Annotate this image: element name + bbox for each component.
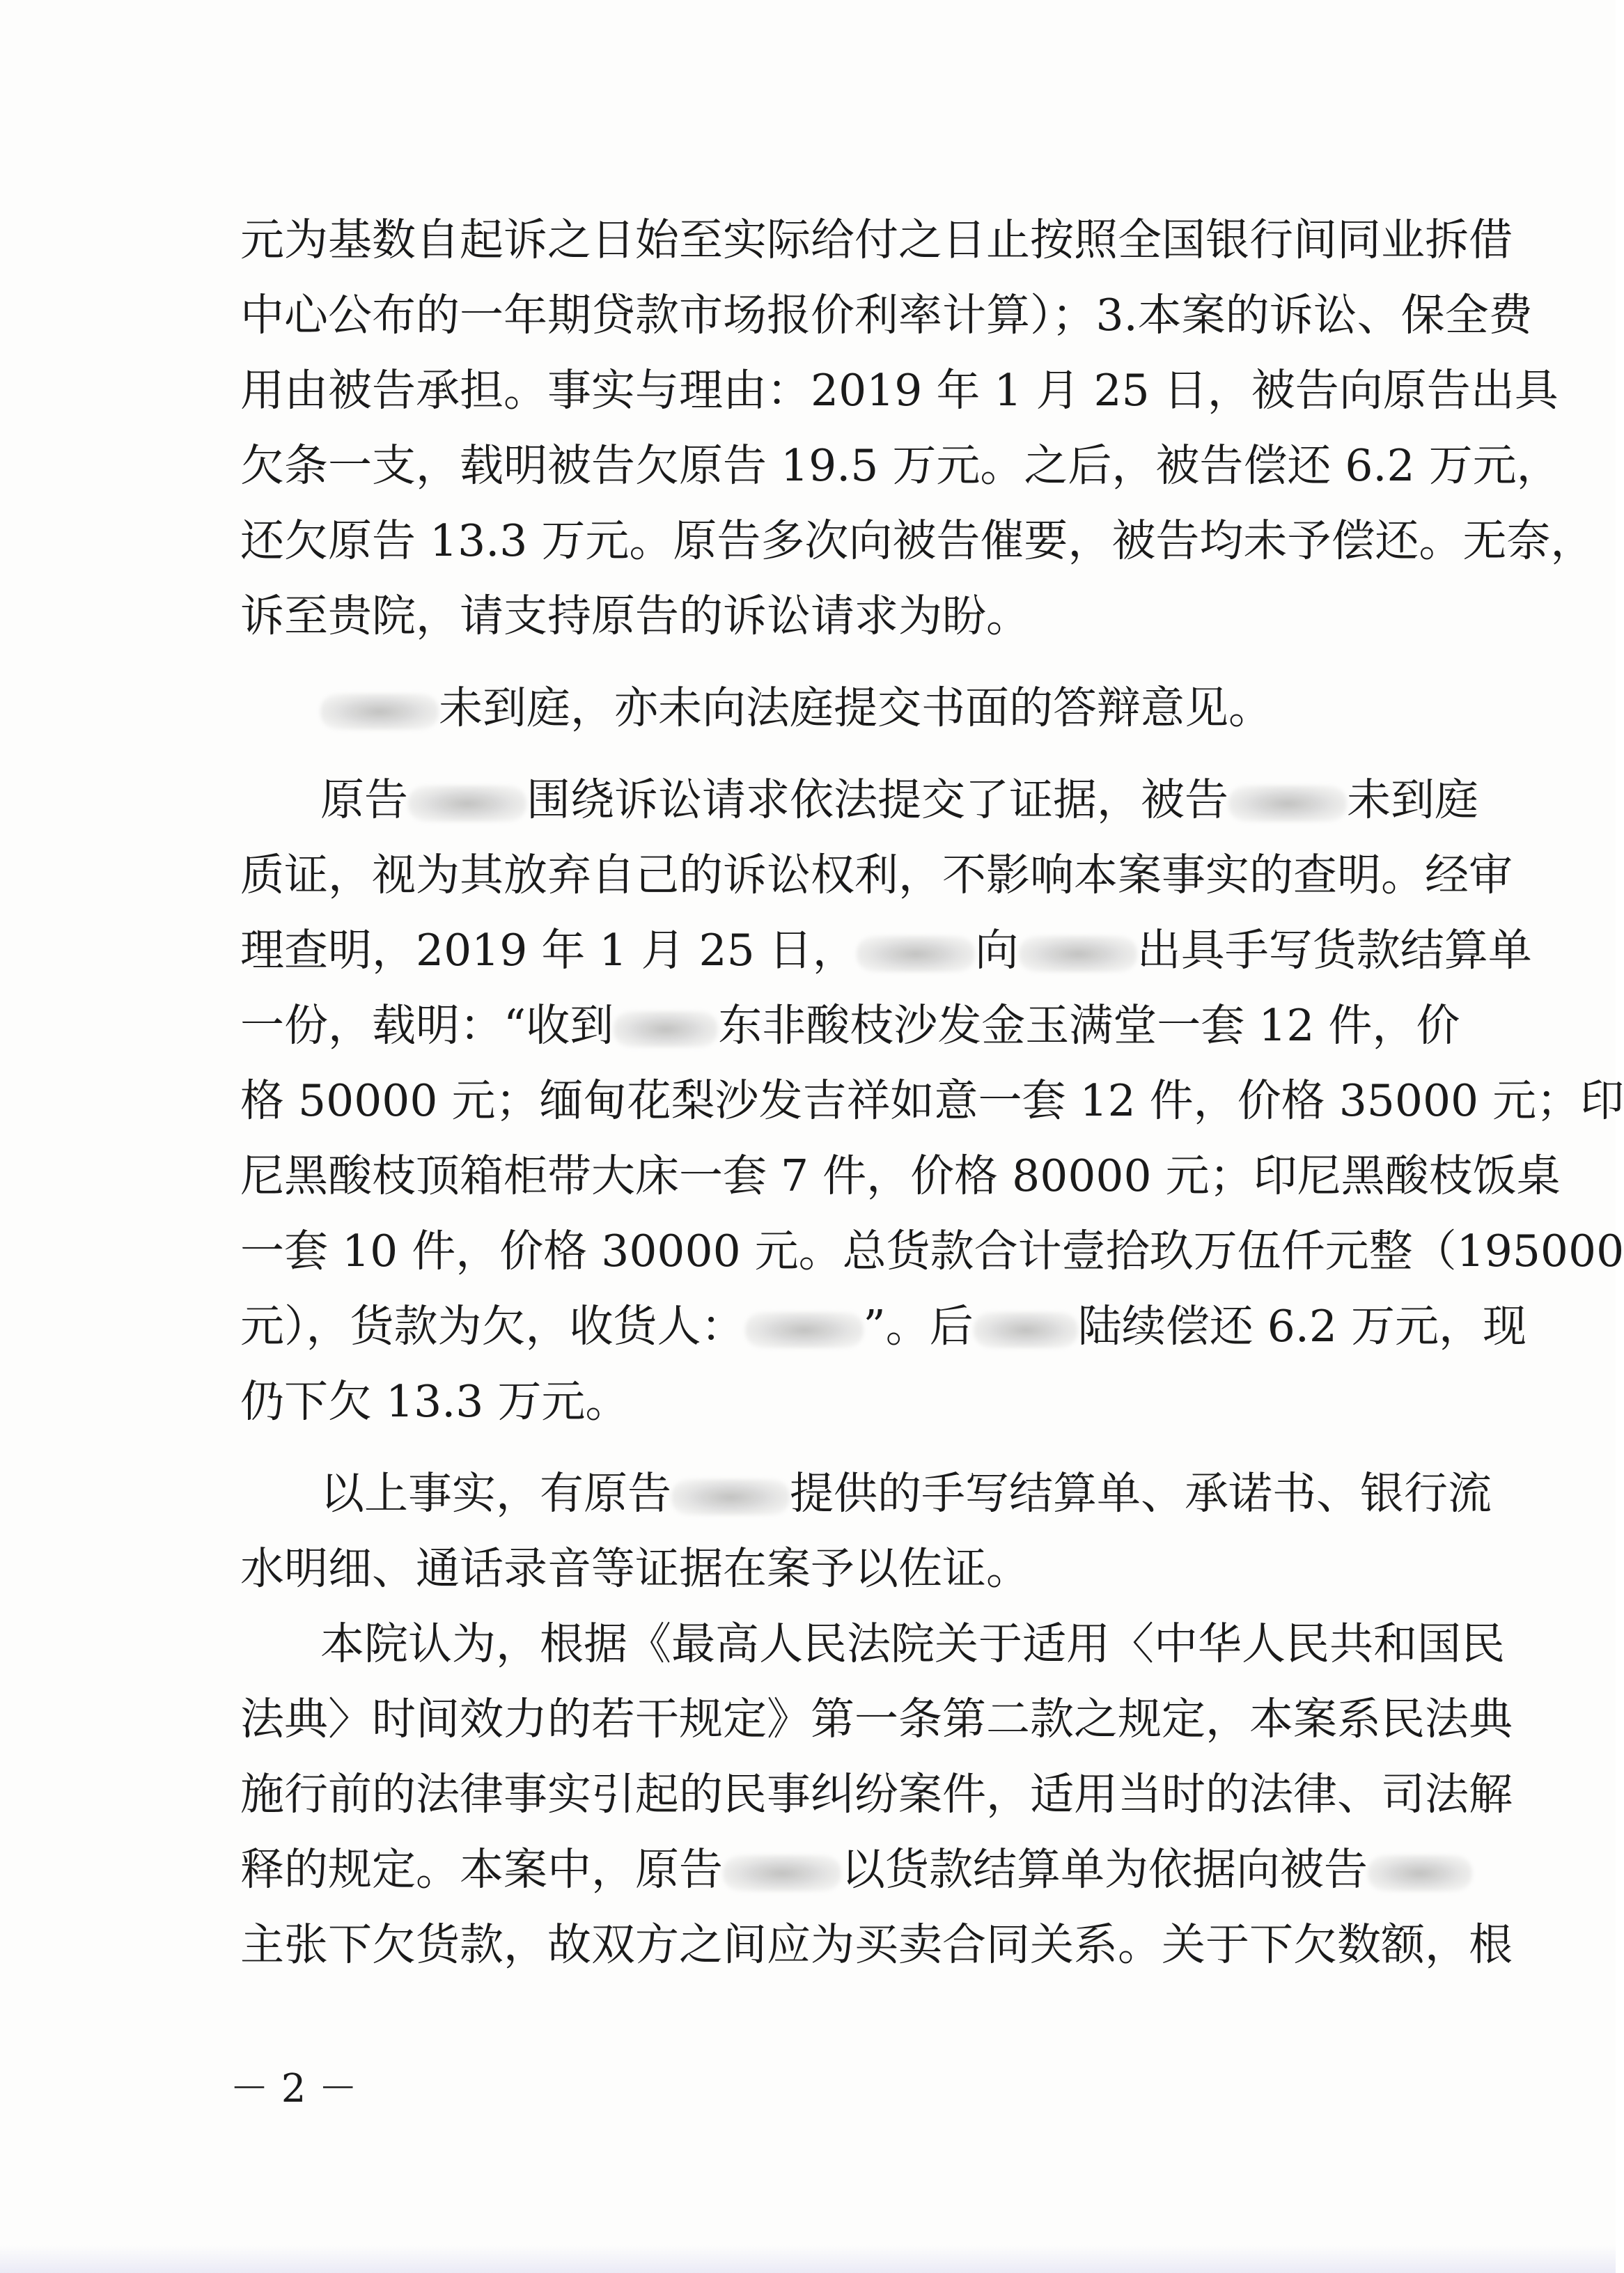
text-line: 格 50000 元；缅甸花梨沙发吉祥如意一套 12 件，价格 35000 元；印	[240, 1075, 1624, 1126]
text-segment: ”。后	[863, 1301, 974, 1352]
text-line: 欠条一支，载明被告欠原告 19.5 万元。之后，被告偿还 6.2 万元，	[240, 440, 1561, 491]
text-line: 元为基数自起诉之日始至实际给付之日止按照全国银行间同业拆借	[240, 214, 1513, 265]
text-segment: 原告	[320, 774, 408, 825]
text-line: 本院认为，根据《最高人民法院关于适用〈中华人民共和国民	[320, 1618, 1505, 1669]
text-segment: 元），货款为欠，收货人：	[240, 1301, 745, 1352]
text-segment: 东非酸枝沙发金玉满堂一套 12 件，价	[718, 1000, 1460, 1051]
text-segment: 未到庭	[1347, 774, 1478, 825]
text-segment: 以上事实，有原告	[320, 1468, 671, 1519]
text-segment: 释的规定。本案中，原告	[240, 1844, 723, 1895]
text-line	[320, 1462, 1492, 1525]
page-number: － 2 －	[230, 2066, 358, 2111]
text-line: 诉至贵院，请支持原告的诉讼请求为盼。	[240, 591, 1030, 641]
text-line	[240, 994, 1460, 1057]
text-line: 尼黑酸枝顶箱柜带大床一套 7 件，价格 80000 元；印尼黑酸枝饭桌	[240, 1150, 1561, 1201]
text-line: 仍下欠 13.3 万元。	[240, 1376, 630, 1427]
text-line: 还欠原告 13.3 万元。原告多次向被告催要，被告均未予偿还。无奈，	[240, 515, 1595, 566]
text-segment: 以货款结算单为依据向被告	[841, 1844, 1368, 1895]
text-segment: 陆续偿还 6.2 万元，现	[1077, 1301, 1527, 1352]
text-line: 用由被告承担。事实与理由：2019 年 1 月 25 日，被告向原告出具	[240, 365, 1559, 416]
redacted-name	[408, 786, 526, 822]
text-line: 质证，视为其放弃自己的诉讼权利，不影响本案事实的查明。经审	[240, 850, 1513, 900]
text-line	[240, 1295, 1527, 1358]
text-line: 法典〉时间效力的若干规定》第一条第二款之规定，本案系民法典	[240, 1694, 1513, 1744]
text-line: 主张下欠货款，故双方之间应为买卖合同关系。关于下欠数额，根	[240, 1919, 1513, 1970]
text-segment: 一份，载明：“收到	[240, 1000, 614, 1051]
text-line: 水明细、通话录音等证据在案予以佐证。	[240, 1543, 1030, 1594]
redacted-name	[745, 1312, 864, 1348]
text-segment: 出具手写货款结算单	[1137, 925, 1532, 976]
text-line: 中心公布的一年期贷款市场报价利率计算）；3.本案的诉讼、保全费	[240, 290, 1533, 341]
redacted-name	[614, 1011, 718, 1047]
redacted-name	[1368, 1855, 1472, 1891]
redacted-name	[1228, 786, 1347, 822]
text-segment: 提供的手写结算单、承诺书、银行流	[790, 1468, 1492, 1519]
text-line	[240, 919, 1532, 982]
text-segment: 未到庭，亦未向法庭提交书面的答辩意见。	[439, 682, 1272, 733]
redacted-name	[974, 1312, 1078, 1348]
text-segment: 向	[974, 925, 1019, 976]
text-line	[240, 1838, 1442, 1901]
text-line	[320, 769, 1478, 831]
redacted-name	[857, 936, 975, 972]
scan-edge	[0, 2245, 1616, 2273]
redacted-name	[671, 1479, 790, 1515]
redacted-name	[1019, 936, 1137, 972]
text-line	[320, 677, 1442, 740]
redacted-name	[723, 1855, 841, 1891]
redacted-name	[320, 694, 439, 730]
text-segment: 理查明，2019 年 1 月 25 日，	[240, 925, 857, 976]
text-line: 一套 10 件，价格 30000 元。总货款合计壹拾玖万伍仟元整（195000	[240, 1226, 1624, 1276]
text-line: 施行前的法律事实引起的民事纠纷案件，适用当时的法律、司法解	[240, 1769, 1513, 1820]
text-segment: 围绕诉讼请求依法提交了证据，被告	[526, 774, 1228, 825]
